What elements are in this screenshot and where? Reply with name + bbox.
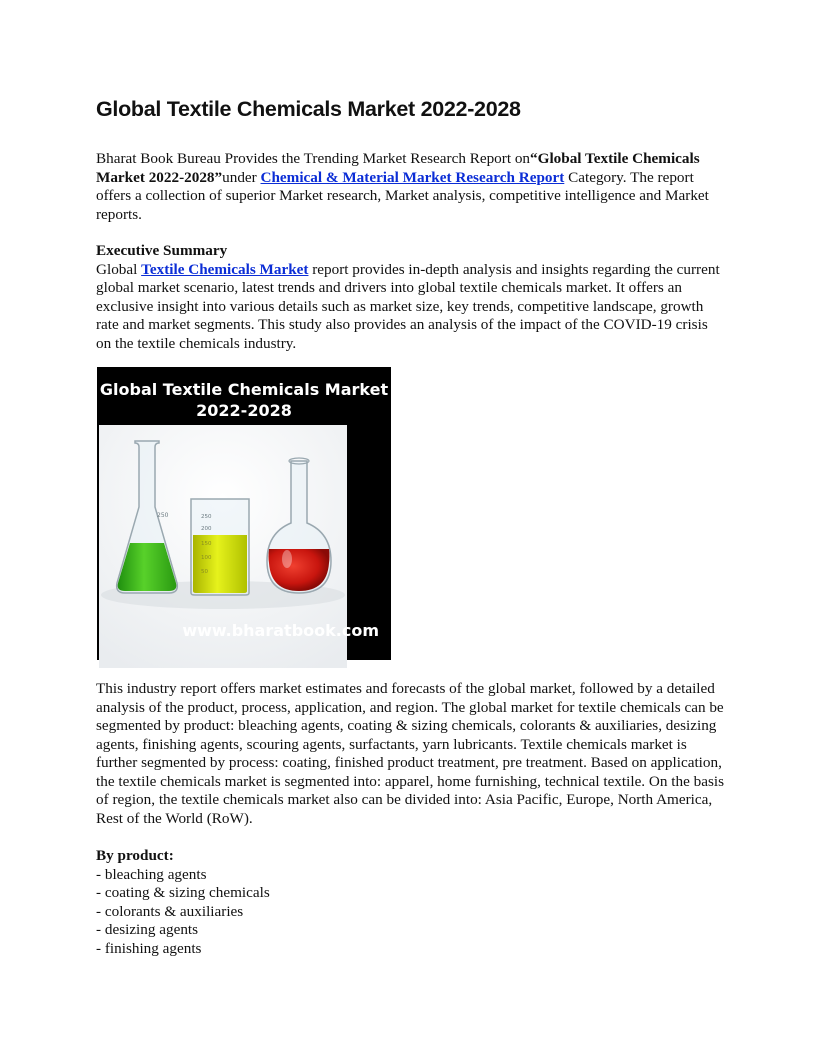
banner-title [97,379,391,421]
executive-summary [96,242,726,353]
by-product-heading: By product: [96,847,174,864]
report-banner-image [97,367,391,660]
by-product-list [96,866,726,959]
list-item: - colorants & auxiliaries [96,902,244,920]
beaker-mark: 200 [201,526,212,532]
intro-under: under [222,168,261,186]
banner-title-line1: Global Textile Chemicals Market [99,380,389,399]
page-title: Global Textile Chemicals Market 2022-2028 [96,97,521,121]
graduated-beaker [191,499,249,595]
list-item: - coating & sizing chemicals [96,884,270,901]
beaker-mark: 250 [201,514,212,520]
executive-summary-heading: Executive Summary [96,242,228,259]
flask-mark: 250 [157,512,169,519]
banner-url: www.bharatbook.com [182,621,379,640]
exec-text: Global [96,260,142,278]
list-item: - bleaching agents [96,865,207,883]
category-link[interactable]: Chemical & Material Market Research Report [260,168,565,186]
list-item: - finishing agents [96,939,202,957]
list-item: - desizing agents [96,921,199,938]
intro-text: Bharat Book Bureau Provides the Trending Market Research Report on [96,150,531,167]
report-name: “Global Textile Chemicals Market 2022-2028” [96,150,700,186]
exec-text-after: report provides in-depth analysis and insights regarding the current global market scenario, latest trends and drivers into global textile chemicals market. It offers an exclusive insight into various details such as market size, key trends, competitive landscape, growth rate and market segments. This study also provides an analysis of the impact of the COVID-19 crisis on the textile chemicals industry. [96,260,720,352]
beaker-mark: 50 [201,569,208,575]
intro-paragraph [96,150,726,224]
by-product-section [96,847,726,958]
banner-title-line2: 2022-2028 [196,401,292,420]
intro-text-after: Category. The report offers a collection of superior Market research, Market analysis, competitive intelligence and Market reports. [96,168,709,223]
segmentation-paragraph: This industry report offers market estimates and forecasts of the global market, followed by a detailed analysis of the product, process, application, and region. The global market for textile chemicals can be segmented by product: bleaching agents, coating & sizing chemicals, colorants & auxiliaries, desizing agents, finishing agents, scouring agents, surfactants, yarn lubricants. Textile chemicals market is further segmented by process: coating, finished product treatment, pre treatment. Based on application, the textile chemicals market is segmented into: apparel, home furnishing, technical textile. On the basis of region, the textile chemicals market also can be divided into: Asia Pacific, Europe, North America, Rest of the World (RoW). [96,680,724,827]
beaker-mark: 150 [201,541,212,547]
market-link[interactable]: Textile Chemicals Market [141,260,309,278]
beaker-mark: 100 [201,555,212,561]
